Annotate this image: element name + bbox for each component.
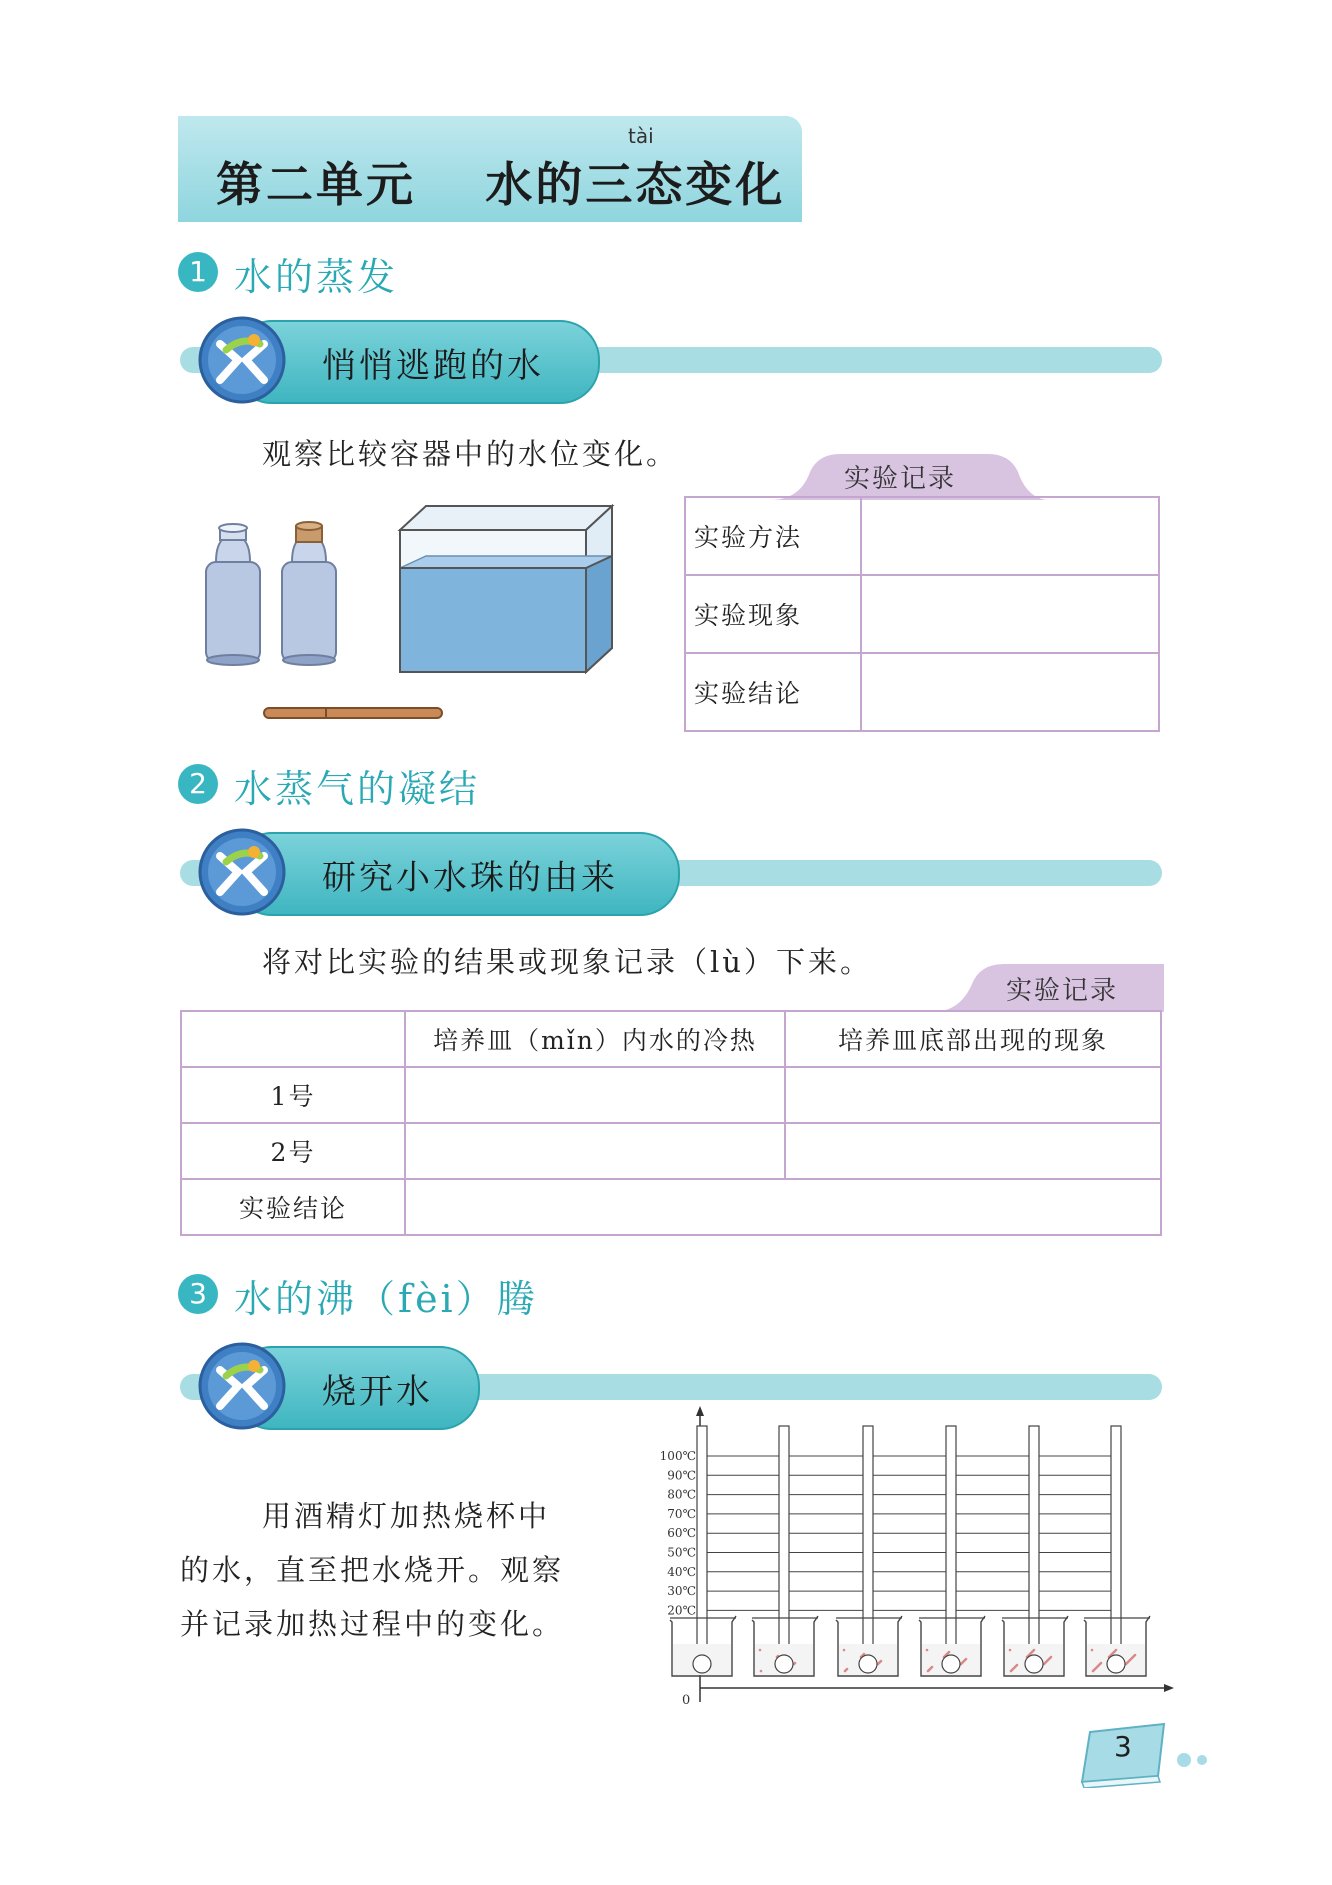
table-header (181, 1011, 405, 1067)
unit-title: 第二单元 水的三态变化 (216, 158, 786, 213)
record-tab-label: 实验记录 (844, 464, 957, 494)
section-title: 水的沸（fèi）腾 (234, 1277, 538, 1321)
water-tank-illustration (396, 502, 622, 678)
table-header: 培养皿底部出现的现象 (785, 1011, 1161, 1067)
thermometer-bulb (775, 1655, 793, 1673)
instruction-line: 用酒精灯加热烧杯中 (262, 1499, 551, 1533)
table-cell-input[interactable] (405, 1067, 785, 1123)
beaker-thermometer (752, 1426, 818, 1676)
beaker-thermometer-units (670, 1426, 1150, 1676)
thermometer-bulb (859, 1655, 877, 1673)
table-cell-input[interactable] (861, 497, 1159, 575)
temperature-tick-label: 90℃ (667, 1468, 696, 1483)
temperature-tick-label: 30℃ (667, 1584, 696, 1599)
ruler-illustration (262, 704, 446, 722)
thermometer-tube (779, 1426, 789, 1662)
thermometer-tube (697, 1426, 707, 1662)
origin-label: 0 (682, 1693, 691, 1708)
table-row-label: 1号 (181, 1067, 405, 1123)
thermometer-bulb (1025, 1655, 1043, 1673)
thermometer-tube (1029, 1426, 1039, 1662)
instruction-text: 观察比较容器中的水位变化。 (262, 437, 679, 471)
beaker-thermometer (1002, 1426, 1068, 1676)
temperature-tick-label: 60℃ (667, 1526, 696, 1541)
bubble (794, 1662, 797, 1665)
table-row-label: 实验现象 (685, 575, 861, 653)
thermometer-tube (946, 1426, 956, 1662)
table-cell-input[interactable] (785, 1123, 1161, 1179)
temperature-tick-label: 70℃ (667, 1506, 696, 1521)
table-row-label: 实验方法 (685, 497, 861, 575)
beaker-thermometer (836, 1426, 902, 1676)
table-cell-input[interactable] (861, 575, 1159, 653)
bubble (1033, 1649, 1036, 1652)
instruction-line: 的水，直至把水烧开。观察 (180, 1553, 565, 1587)
thermometer-tube (1111, 1426, 1121, 1662)
table-cell-input[interactable] (405, 1123, 785, 1179)
experiment-record-table (684, 496, 1160, 732)
beaker-thermometer (919, 1426, 985, 1676)
temperature-tick-label: 20℃ (667, 1603, 696, 1618)
bubble (1115, 1649, 1118, 1652)
bubble (1050, 1656, 1053, 1659)
bubble (863, 1653, 866, 1656)
instruction-text: 将对比实验的结果或现象记录（lù）下来。 (262, 945, 872, 979)
boiling-record-diagram (640, 1404, 1180, 1710)
bubble (948, 1651, 951, 1654)
table-row-label: 2号 (181, 1123, 405, 1179)
section-number-badge: 2 (178, 764, 218, 804)
bubble (880, 1660, 883, 1663)
section-number-badge: 3 (178, 1274, 218, 1314)
temperature-tick-label: 80℃ (667, 1487, 696, 1502)
temperature-labels (660, 1449, 696, 1617)
bubble (931, 1666, 934, 1669)
comparison-record-table (180, 1010, 1162, 1236)
bubble (1016, 1664, 1019, 1667)
table-header: 培养皿（mǐn）内水的冷热 (405, 1011, 785, 1067)
table-cell-input[interactable] (861, 653, 1159, 731)
table-cell-input[interactable] (785, 1067, 1161, 1123)
temperature-tick-label: 50℃ (667, 1545, 696, 1560)
pinyin-annotation: tài (628, 124, 654, 148)
temperature-tick-label: 40℃ (667, 1564, 696, 1579)
section-title: 水蒸气的凝结 (234, 767, 481, 811)
activity-title: 研究小水珠的由来 (322, 858, 618, 898)
bubble (759, 1649, 762, 1652)
instruction-line: 并记录加热过程中的变化。 (180, 1607, 565, 1641)
thermometer-tube (863, 1426, 873, 1662)
section-number-badge: 1 (178, 252, 218, 292)
record-tab-label: 实验记录 (1006, 976, 1119, 1006)
bubble (965, 1658, 968, 1661)
bubble (846, 1668, 849, 1671)
thermometer-bulb (693, 1655, 711, 1673)
science-logo-icon (196, 314, 288, 406)
thermometer-bulb (1107, 1655, 1125, 1673)
page-number: 3 (1114, 1730, 1132, 1763)
thermometer-bulb (942, 1655, 960, 1673)
table-row-label: 实验结论 (685, 653, 861, 731)
page-number-badge (1076, 1718, 1212, 1788)
activity-title: 悄悄逃跑的水 (322, 346, 544, 386)
table-row-label: 实验结论 (181, 1179, 405, 1235)
science-logo-icon (196, 1340, 288, 1432)
activity-title: 烧开水 (322, 1372, 433, 1412)
beaker-thermometer (1084, 1426, 1150, 1676)
temperature-tick-label: 100℃ (659, 1449, 696, 1463)
bubble (843, 1649, 846, 1652)
science-logo-icon (196, 826, 288, 918)
bubble (1009, 1649, 1012, 1652)
bubble (1091, 1649, 1094, 1652)
bubble (1100, 1662, 1103, 1665)
bubble (760, 1670, 763, 1673)
table-cell-input[interactable] (405, 1179, 1161, 1235)
temperature-gridlines (700, 1456, 1120, 1610)
section-title: 水的蒸发 (234, 255, 399, 299)
bubble (926, 1649, 929, 1652)
bubble (1134, 1654, 1137, 1657)
